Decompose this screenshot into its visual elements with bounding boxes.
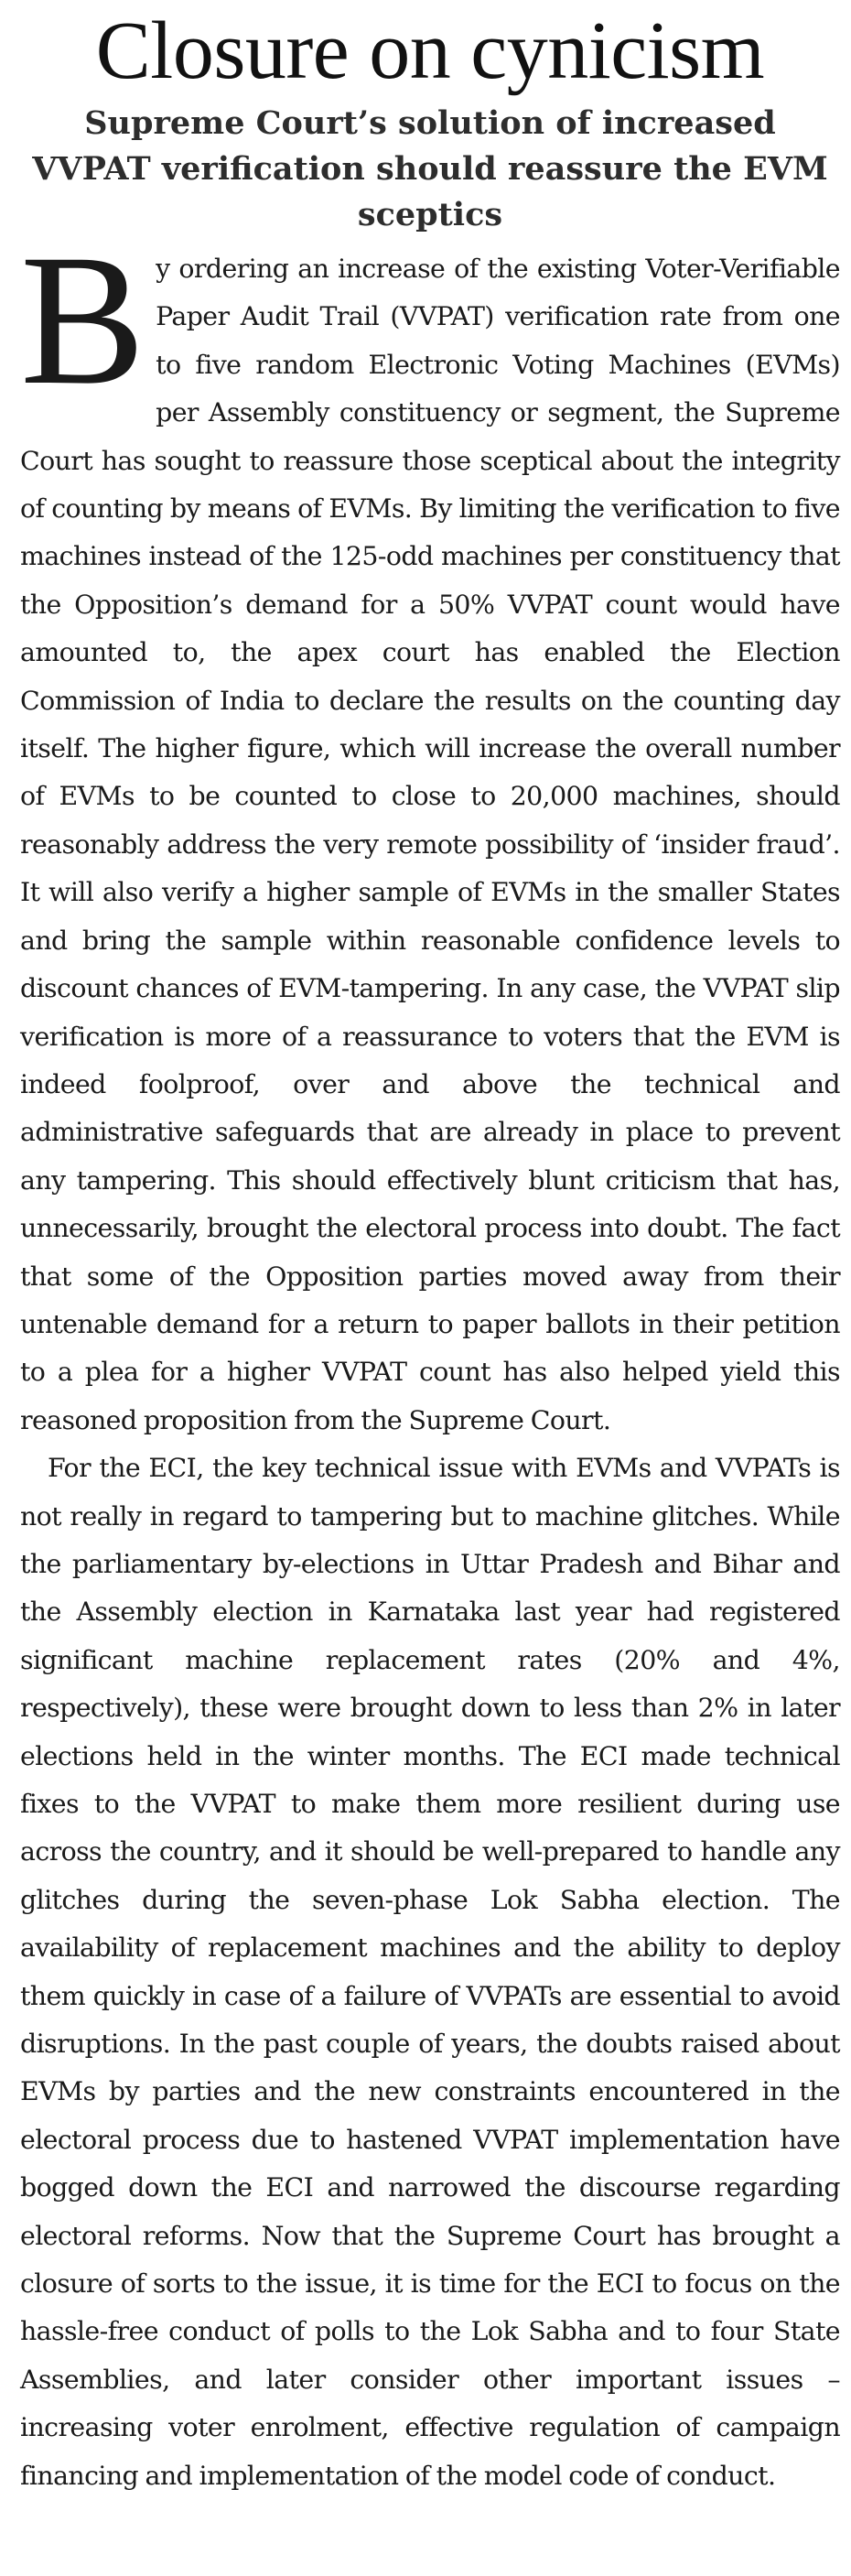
article-body bbox=[20, 216, 840, 2500]
drop-cap: B bbox=[20, 216, 145, 424]
deck-subheadline: Supreme Court’s solution of increased VVPAT verification should reassure the EVM sceptics bbox=[32, 104, 828, 233]
body-paragraph-1-text: y ordering an increase of the existing Voter-Verifiable Paper Audit Trail (VVPAT) verification rate from one to five random Electronic Voting Machines (EVMs) per Assembly constituency or segment, the Supreme Court has sought to reassure those sceptical about the integrity of counting by means of EVMs. By limiting the verification to five machines instead of the 125-odd machines per constituency that the Opposition’s demand for a 50% VVPAT count would have amounted to, the apex court has enabled the Election Commission of India to declare the results on the counting day itself. The higher figure, which will increase the overall number of EVMs to be counted to close to 20,000 machines, should reasonably address the very remote possibility of ‘insider fraud’. It will also verify a higher sample of EVMs in the smaller States and bring the sample within reasonable confidence levels to discount chances of EVM-tampering. In any case, the VVPAT slip verification is more of a reassurance to voters that the EVM is indeed foolproof, over and above the technical and administrative safeguards that are already in place to prevent any tampering. This should effectively blunt criticism that has, unnecessarily, brought the electoral process into doubt. The fact that some of the Opposition parties moved away from their untenable demand for a return to paper ballots in their petition to a plea for a higher VVPAT count has also helped yield this reasoned proposition from the Supreme Court. bbox=[20, 254, 840, 1435]
headline: Closure on cynicism bbox=[95, 5, 765, 96]
body-paragraph-2: For the ECI, the key technical issue with EVMs and VVPATs is not really in regard to tampering but to machine glitches. While the parliamentary by-elections in Uttar Pradesh and Bihar and the Assembly election in Karnataka last year had registered significant machine replacement rates (20% and 4%, respectively), these were brought down to less than 2% in later elections held in the winter months. The ECI made technical fixes to the VVPAT to make them more resilient during use across the country, and it should be well-prepared to handle any glitches during the seven-phase Lok Sabha election. The availability of replacement machines and the ability to deploy them quickly in case of a failure of VVPATs are essential to avoid disruptions. In the past couple of years, the doubts raised about EVMs by parties and the new constraints encountered in the electoral process due to hastened VVPAT implementation have bogged down the ECI and narrowed the discourse regarding electoral reforms. Now that the Supreme Court has brought a closure of sorts to the issue, it is time for the ECI to focus on the hassle-free conduct of polls to the Lok Sabha and to four State Assemblies, and later consider other important issues – increasing voter enrolment, effective regulation of campaign financing and implementation of the model code of conduct. bbox=[20, 1453, 840, 2491]
body-paragraph-1 bbox=[20, 216, 840, 1445]
